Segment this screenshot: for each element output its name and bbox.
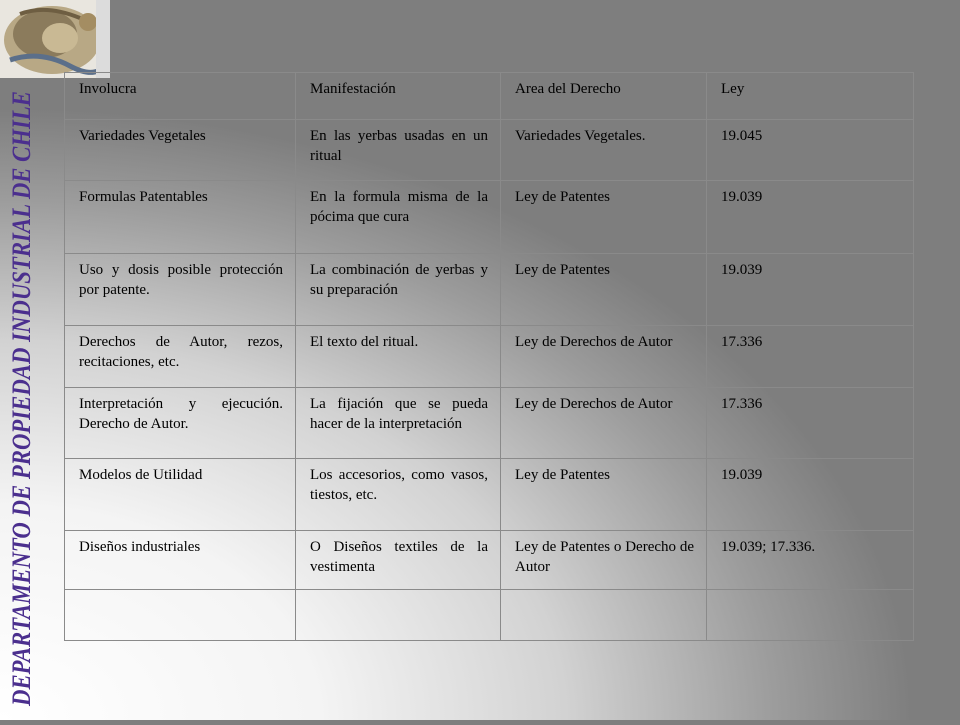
table-cell: Formulas Patentables bbox=[65, 181, 296, 254]
table-cell: 19.045 bbox=[707, 120, 914, 181]
table-row bbox=[65, 254, 914, 326]
table-cell: Interpretación y ejecución. Derecho de Autor. bbox=[65, 388, 296, 459]
law-table bbox=[64, 72, 914, 641]
table-cell: Variedades Vegetales bbox=[65, 120, 296, 181]
table-cell bbox=[707, 590, 914, 641]
table-row bbox=[65, 120, 914, 181]
table-cell: 19.039 bbox=[707, 181, 914, 254]
table-cell: Derechos de Autor, rezos, recitaciones, etc. bbox=[65, 326, 296, 388]
table-cell: Ley de Derechos de Autor bbox=[501, 388, 707, 459]
table-row bbox=[65, 531, 914, 590]
table-cell: El texto del ritual. bbox=[296, 326, 501, 388]
table-cell: Ley de Patentes bbox=[501, 459, 707, 531]
table-cell: La fijación que se pueda hacer de la interpretación bbox=[296, 388, 501, 459]
table-cell: Diseños industriales bbox=[65, 531, 296, 590]
table-cell: Involucra bbox=[65, 73, 296, 120]
table-cell: Variedades Vegetales. bbox=[501, 120, 707, 181]
table-cell: 19.039 bbox=[707, 254, 914, 326]
table-cell: 19.039 bbox=[707, 459, 914, 531]
table-cell: 17.336 bbox=[707, 326, 914, 388]
table-cell bbox=[501, 590, 707, 641]
table-row bbox=[65, 181, 914, 254]
table-cell: Uso y dosis posible protección por patente. bbox=[65, 254, 296, 326]
table-cell: Ley bbox=[707, 73, 914, 120]
table-cell: En la formula misma de la pócima que cura bbox=[296, 181, 501, 254]
table-cell: La combinación de yerbas y su preparación bbox=[296, 254, 501, 326]
table-row bbox=[65, 459, 914, 531]
table-cell bbox=[65, 590, 296, 641]
table-row bbox=[65, 388, 914, 459]
table-cell: Ley de Derechos de Autor bbox=[501, 326, 707, 388]
side-title-text: DEPARTAMENTO DE PROPIEDAD INDUSTRIAL DE CHILE bbox=[7, 78, 36, 706]
table-cell: Ley de Patentes bbox=[501, 254, 707, 326]
table-cell: 19.039; 17.336. bbox=[707, 531, 914, 590]
table-row bbox=[65, 326, 914, 388]
table-header-row bbox=[65, 73, 914, 120]
side-title bbox=[0, 78, 40, 720]
table-cell: En las yerbas usadas en un ritual bbox=[296, 120, 501, 181]
table-cell: Los accesorios, como vasos, tiestos, etc. bbox=[296, 459, 501, 531]
table-cell bbox=[296, 590, 501, 641]
table-cell: O Diseños textiles de la vestimenta bbox=[296, 531, 501, 590]
table-cell: Area del Derecho bbox=[501, 73, 707, 120]
table-cell: Ley de Patentes o Derecho de Autor bbox=[501, 531, 707, 590]
table-cell: Manifestación bbox=[296, 73, 501, 120]
table-cell: Modelos de Utilidad bbox=[65, 459, 296, 531]
table-row bbox=[65, 590, 914, 641]
table-cell: Ley de Patentes bbox=[501, 181, 707, 254]
department-logo bbox=[0, 0, 110, 78]
table-cell: 17.336 bbox=[707, 388, 914, 459]
